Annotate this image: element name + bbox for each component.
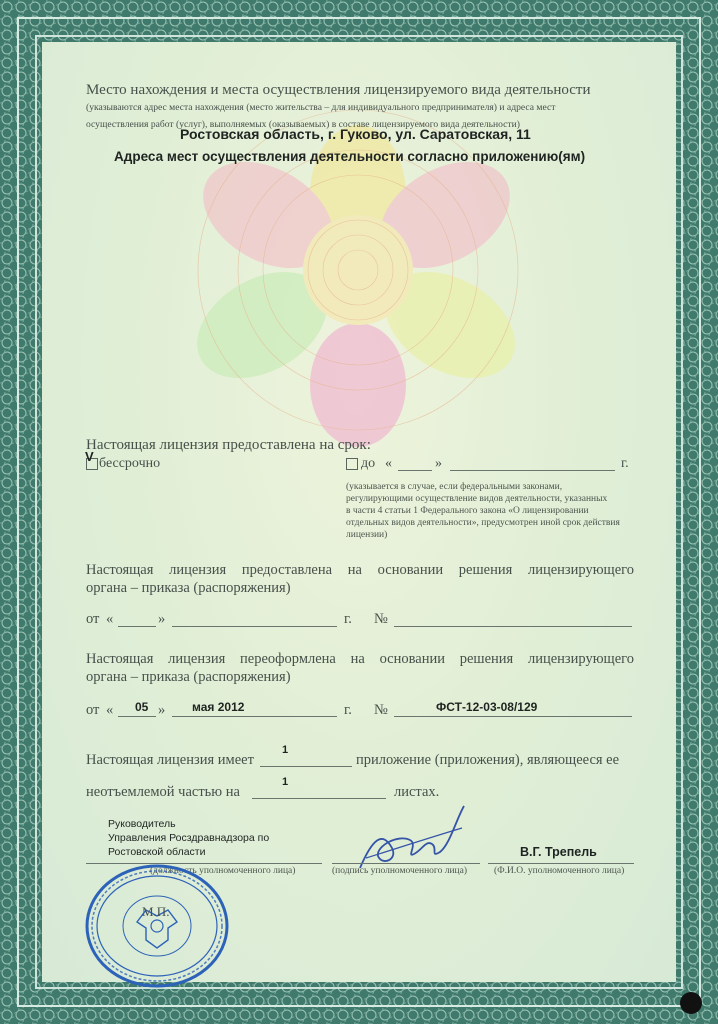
reissued-day-line xyxy=(118,716,156,717)
reissued-month-line xyxy=(172,716,337,717)
indefinite-label: бессрочно xyxy=(99,456,161,471)
term-note-line1: (указывается в случае, если федеральными законами, xyxy=(346,482,563,492)
signature-line xyxy=(332,863,480,864)
location-heading: Место нахождения и места осуществления лицензируемого вида деятельности xyxy=(86,82,591,98)
location-note-line2: осуществления работ (услуг), выполняемых (оказываемых) в составе лицензируемого вида деятельности) xyxy=(86,119,520,130)
term-note-line3: в части 4 статьи 1 Федерального закона «О лицензировании xyxy=(346,506,589,516)
until-quote-close: » xyxy=(435,456,442,471)
reissued-line1: Настоящая лицензия переоформлена на основании решения лицензирующего xyxy=(86,651,634,667)
signature-caption: (подпись уполномоченного лица) xyxy=(332,866,468,876)
appendix-has-text: Настоящая лицензия имеет xyxy=(86,752,254,768)
term-note-line2: регулирующими осуществление видов деятельности, указанных xyxy=(346,494,608,504)
until-prefix: до xyxy=(361,456,376,471)
position-caption: (должность уполномоченного лица) xyxy=(150,866,296,876)
reissued-quote-close: » xyxy=(158,702,166,718)
appendix-count-line xyxy=(260,766,352,767)
granted-year-suffix: г. xyxy=(344,611,352,627)
granted-quote-open: « xyxy=(106,611,114,627)
until-checkbox[interactable] xyxy=(346,458,358,470)
reissued-number-line xyxy=(394,716,632,717)
signatory-title-line1: Руководитель xyxy=(108,818,176,830)
appendix-integral-text: неотъемлемой частью на xyxy=(86,784,240,800)
signatory-title-line3: Ростовской области xyxy=(108,846,206,858)
reissued-number: ФСТ-12-03-08/129 xyxy=(436,700,538,714)
granted-quote-close: » xyxy=(158,611,166,627)
stamp-mp: М.П. xyxy=(142,904,170,919)
appendix-sheets-line xyxy=(252,798,386,799)
reissued-day: 05 xyxy=(135,700,149,714)
granted-day-line xyxy=(118,626,156,627)
location-note-line1: (указываются адрес места нахождения (место жительства – для индивидуального предпринимателя) и адреса мест xyxy=(86,102,556,113)
official-stamp xyxy=(82,858,232,988)
name-caption: (Ф.И.О. уполномоченного лица) xyxy=(494,866,625,876)
granted-number-sign: № xyxy=(374,611,388,627)
appendix-count: 1 xyxy=(282,744,289,756)
appendix-sheets-text: листах. xyxy=(394,784,440,800)
reissued-from: от xyxy=(86,702,100,718)
granted-line1: Настоящая лицензия предоставлена на основании решения лицензирующего xyxy=(86,562,634,578)
name-line xyxy=(488,863,634,864)
until-quote-open: « xyxy=(385,456,392,471)
granted-number-line xyxy=(394,626,632,627)
reissued-month-year: мая 2012 xyxy=(192,700,245,714)
term-heading: Настоящая лицензия предоставлена на срок: xyxy=(86,437,371,453)
reissued-year-suffix: г. xyxy=(344,702,352,718)
granted-month-line xyxy=(172,626,337,627)
reissued-line2: органа – приказа (распоряжения) xyxy=(86,669,291,685)
appendix-text: приложение (приложения), являющееся ее xyxy=(356,752,620,768)
reissued-quote-open: « xyxy=(106,702,114,718)
until-year-suffix: г. xyxy=(621,456,629,471)
checkmark: V xyxy=(85,449,94,464)
granted-line2: органа – приказа (распоряжения) xyxy=(86,580,291,596)
term-note-line4: отдельных видов деятельности», предусмотрен иной срок действия xyxy=(346,518,620,528)
appendix-sheets: 1 xyxy=(282,776,289,788)
term-note-line5: лицензии) xyxy=(346,530,388,540)
license-address: Ростовская область, г. Гуково, ул. Саратовская, 11 xyxy=(180,126,531,142)
addresses-note: Адреса мест осуществления деятельности согласно приложению(ям) xyxy=(114,149,586,164)
until-day-line xyxy=(398,470,432,471)
signatory-name: В.Г. Трепель xyxy=(520,845,597,859)
until-month-line xyxy=(450,470,615,471)
signatory-title-line2: Управления Росздравнадзора по xyxy=(108,832,270,844)
binding-hole xyxy=(680,992,702,1014)
granted-from: от xyxy=(86,611,100,627)
reissued-number-sign: № xyxy=(374,702,388,718)
